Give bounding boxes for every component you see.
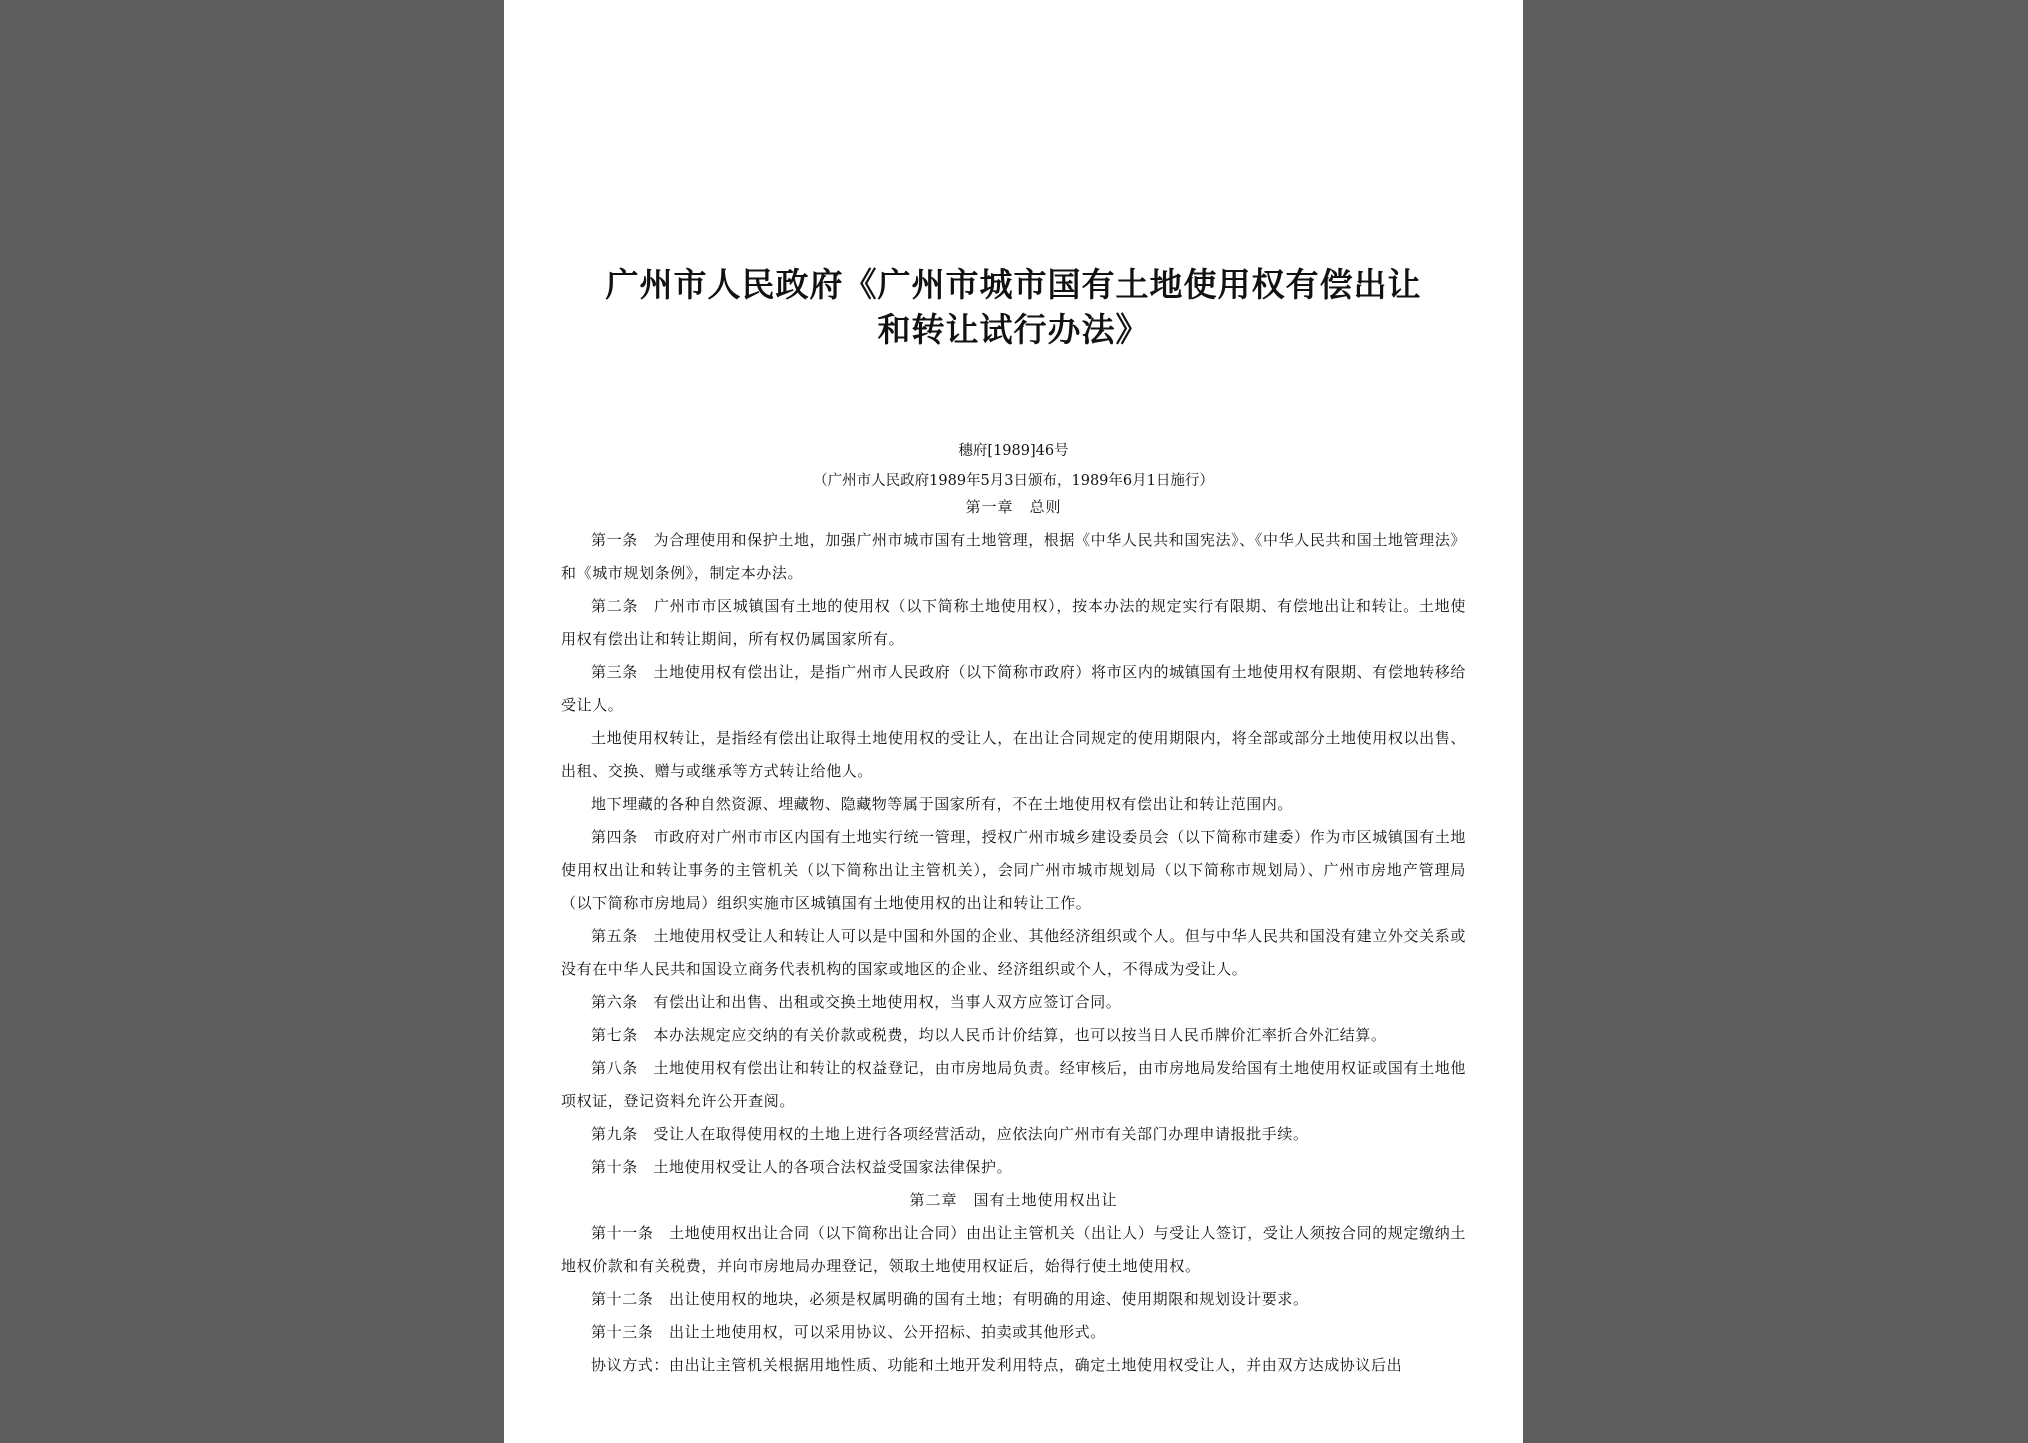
- article-paragraph: 第六条 有偿出让和出售、出租或交换土地使用权，当事人双方应签订合同。: [591, 993, 1122, 1011]
- article-paragraph: 第一条 为合理使用和保护土地，加强广州市城市国有土地管理，根据《中华人民共和国宪法》、《中华人民共和国土地管理法》和《城市规划条例》，制定本办法。: [561, 531, 1466, 582]
- document-title: [561, 262, 1466, 352]
- chapter-heading-1: 第一章 总则: [965, 498, 1062, 516]
- article-paragraph: 第八条 土地使用权有偿出让和转让的权益登记，由市房地局负责。经审核后，由市房地局发给国有土地使用权证或国有土地他项权证，登记资料允许公开查阅。: [561, 1059, 1466, 1110]
- article-paragraph: 第二条 广州市市区城镇国有土地的使用权（以下简称土地使用权），按本办法的规定实行有限期、有偿地出让和转让。土地使用权有偿出让和转让期间，所有权仍属国家所有。: [561, 597, 1466, 648]
- issue-date-note: （广州市人民政府1989年5月3日颁布，1989年6月1日施行）: [813, 473, 1214, 489]
- article-paragraph: 第十条 土地使用权受让人的各项合法权益受国家法律保护。: [591, 1158, 1013, 1176]
- article-paragraph: 第十三条 出让土地使用权，可以采用协议、公开招标、拍卖或其他形式。: [591, 1323, 1106, 1341]
- article-paragraph: 地下埋藏的各种自然资源、埋藏物、隐藏物等属于国家所有，不在土地使用权有偿出让和转让范围内。: [591, 795, 1294, 813]
- document-page: [504, 0, 1523, 1443]
- article-paragraph: 第十一条 土地使用权出让合同（以下简称出让合同）由出让主管机关（出让人）与受让人签订，受让人须按合同的规定缴纳土地权价款和有关税费，并向市房地局办理登记，领取土地使用权证后，始得行使土地使用权。: [561, 1224, 1466, 1275]
- article-paragraph: 第四条 市政府对广州市市区内国有土地实行统一管理，授权广州市城乡建设委员会（以下简称市建委）作为市区城镇国有土地使用权出让和转让事务的主管机关（以下简称出让主管机关），会同广州市城市规划局（以下简称市规划局）、广州市房地产管理局（以下简称市房地局）组织实施市区城镇国有土地使用权的出让和转让工作。: [561, 828, 1466, 912]
- document-title-line-1: 广州市人民政府《广州市城市国有土地使用权有偿出让: [605, 265, 1422, 304]
- chapter-heading-2: 第二章 国有土地使用权出让: [909, 1191, 1118, 1209]
- article-paragraph: 第九条 受让人在取得使用权的土地上进行各项经营活动，应依法向广州市有关部门办理申请报批手续。: [591, 1125, 1309, 1143]
- article-paragraph: 协议方式：由出让主管机关根据用地性质、功能和土地开发利用特点，确定土地使用权受让人，并由双方达成协议后出: [591, 1356, 1403, 1374]
- article-paragraph: 第五条 土地使用权受让人和转让人可以是中国和外国的企业、其他经济组织或个人。但与中华人民共和国没有建立外交关系或没有在中华人民共和国设立商务代表机构的国家或地区的企业、经济组织或个人，不得成为受让人。: [561, 927, 1466, 978]
- article-paragraph: 第十二条 出让使用权的地块，必须是权属明确的国有土地；有明确的用途、使用期限和规划设计要求。: [591, 1290, 1309, 1308]
- article-paragraph: 第三条 土地使用权有偿出让，是指广州市人民政府（以下简称市政府）将市区内的城镇国有土地使用权有限期、有偿地转移给受让人。: [561, 663, 1466, 714]
- article-paragraph: 第七条 本办法规定应交纳的有关价款或税费，均以人民币计价结算，也可以按当日人民币牌价汇率折合外汇结算。: [591, 1026, 1387, 1044]
- article-paragraph: 土地使用权转让，是指经有偿出让取得土地使用权的受让人，在出让合同规定的使用期限内，将全部或部分土地使用权以出售、出租、交换、赠与或继承等方式转让给他人。: [561, 729, 1466, 780]
- document-number: 穗府[1989]46号: [958, 443, 1069, 459]
- document-title-line-2: 和转让试行办法》: [877, 310, 1150, 349]
